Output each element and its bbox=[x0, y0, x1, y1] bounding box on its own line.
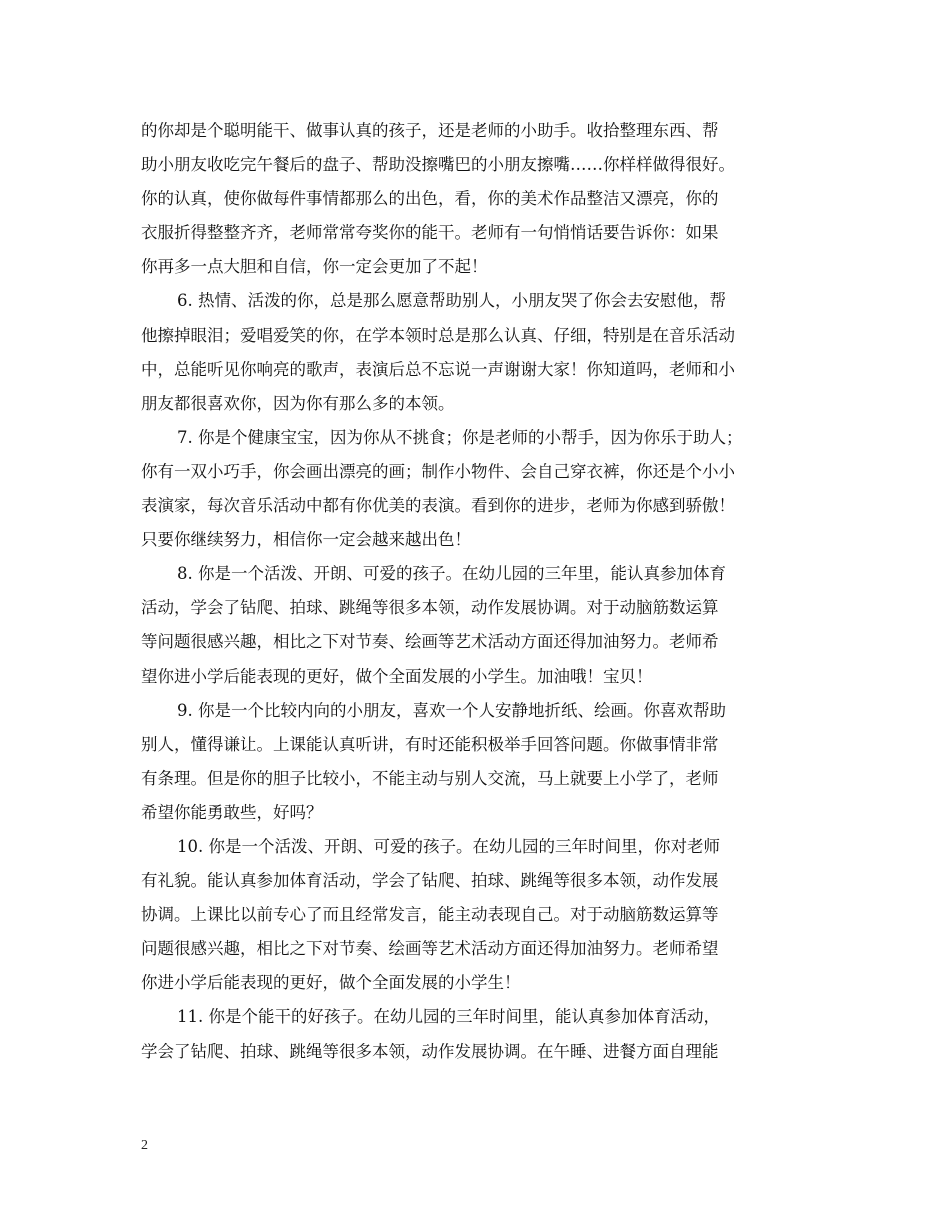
text-line: 11. 你是个能干的好孩子。在幼儿园的三年时间里，能认真参加体育活动， bbox=[177, 1007, 720, 1027]
text-line: 的你却是个聪明能干、做事认真的孩子，还是老师的小助手。收拾整理东西、帮 bbox=[141, 121, 719, 140]
text-line: 10. 你是一个活泼、开朗、可爱的孩子。在幼儿园的三年时间里，你对老师 bbox=[177, 836, 720, 856]
text-line: 问题很感兴趣，相比之下对节奏、绘画等艺术活动方面还得加油努力。老师希望 bbox=[141, 939, 719, 959]
text-line: 6. 热情、活泼的你，总是那么愿意帮助别人，小朋友哭了你会去安慰他，帮 bbox=[177, 291, 726, 311]
text-line: 协调。上课比以前专心了而且经常发言，能主动表现自己。对于动脑筋数运算等 bbox=[141, 905, 719, 925]
text-line: 只要你继续努力，相信你一定会越来越出色！ bbox=[141, 530, 471, 550]
text-line: 你有一双小巧手，你会画出漂亮的画；制作小物件、会自己穿衣裤，你还是个小小 bbox=[141, 461, 735, 481]
text-line: 中，总能听见你响亮的歌声，表演后总不忘说一声谢谢大家！你知道吗，老师和小 bbox=[141, 359, 735, 379]
text-line: 衣服折得整整齐齐，老师常常夸奖你的能干。老师有一句悄悄话要告诉你：如果 bbox=[141, 223, 719, 243]
text-line: 别人，懂得谦让。上课能认真听讲，有时还能积极举手回答问题。你做事情非常 bbox=[141, 734, 719, 754]
text-line: 希望你能勇敢些，好吗？ bbox=[141, 802, 323, 822]
text-line: 活动，学会了钻爬、拍球、跳绳等很多本领，动作发展协调。对于动脑筋数运算 bbox=[141, 598, 719, 618]
text-line: 朋友都很喜欢你，因为你有那么多的本领。 bbox=[141, 393, 455, 413]
text-line: 学会了钻爬、拍球、跳绳等很多本领，动作发展协调。在午睡、进餐方面自理能 bbox=[141, 1041, 719, 1061]
text-line: 你进小学后能表现的更好，做个全面发展的小学生！ bbox=[141, 973, 521, 993]
text-line: 9. 你是一个比较内向的小朋友，喜欢一个人安静地折纸、绘画。你喜欢帮助 bbox=[177, 700, 726, 720]
text-line: 7. 你是个健康宝宝，因为你从不挑食；你是老师的小帮手，因为你乐于助人； bbox=[177, 427, 743, 447]
text-line: 你的认真，使你做每件事情都那么的出色，看，你的美术作品整洁又漂亮，你的 bbox=[141, 189, 719, 209]
text-line: 有礼貌。能认真参加体育活动，学会了钻爬、拍球、跳绳等很多本领，动作发展 bbox=[141, 871, 719, 891]
page-number: 2 bbox=[141, 1138, 148, 1153]
text-line: 等问题很感兴趣，相比之下对节奏、绘画等艺术活动方面还得加油努力。老师希 bbox=[141, 632, 719, 652]
text-line: 他擦掉眼泪；爱唱爱笑的你，在学本领时总是那么认真、仔细，特别是在音乐活动 bbox=[141, 325, 735, 345]
text-line: 8. 你是一个活泼、开朗、可爱的孩子。在幼儿园的三年里，能认真参加体育 bbox=[177, 564, 726, 584]
document-body bbox=[141, 114, 831, 1069]
text-line: 望你进小学后能表现的更好，做个全面发展的小学生。加油哦！宝贝！ bbox=[141, 666, 653, 686]
text-line: 有条理。但是你的胆子比较小，不能主动与别人交流，马上就要上小学了，老师 bbox=[141, 768, 719, 788]
text-line: 助小朋友收吃完午餐后的盘子、帮助没擦嘴巴的小朋友擦嘴……你样样做得很好。 bbox=[141, 155, 735, 175]
text-line: 表演家，每次音乐活动中都有你优美的表演。看到你的进步，老师为你感到骄傲！ bbox=[141, 496, 735, 516]
text-line: 你再多一点大胆和自信，你一定会更加了不起！ bbox=[141, 257, 488, 277]
